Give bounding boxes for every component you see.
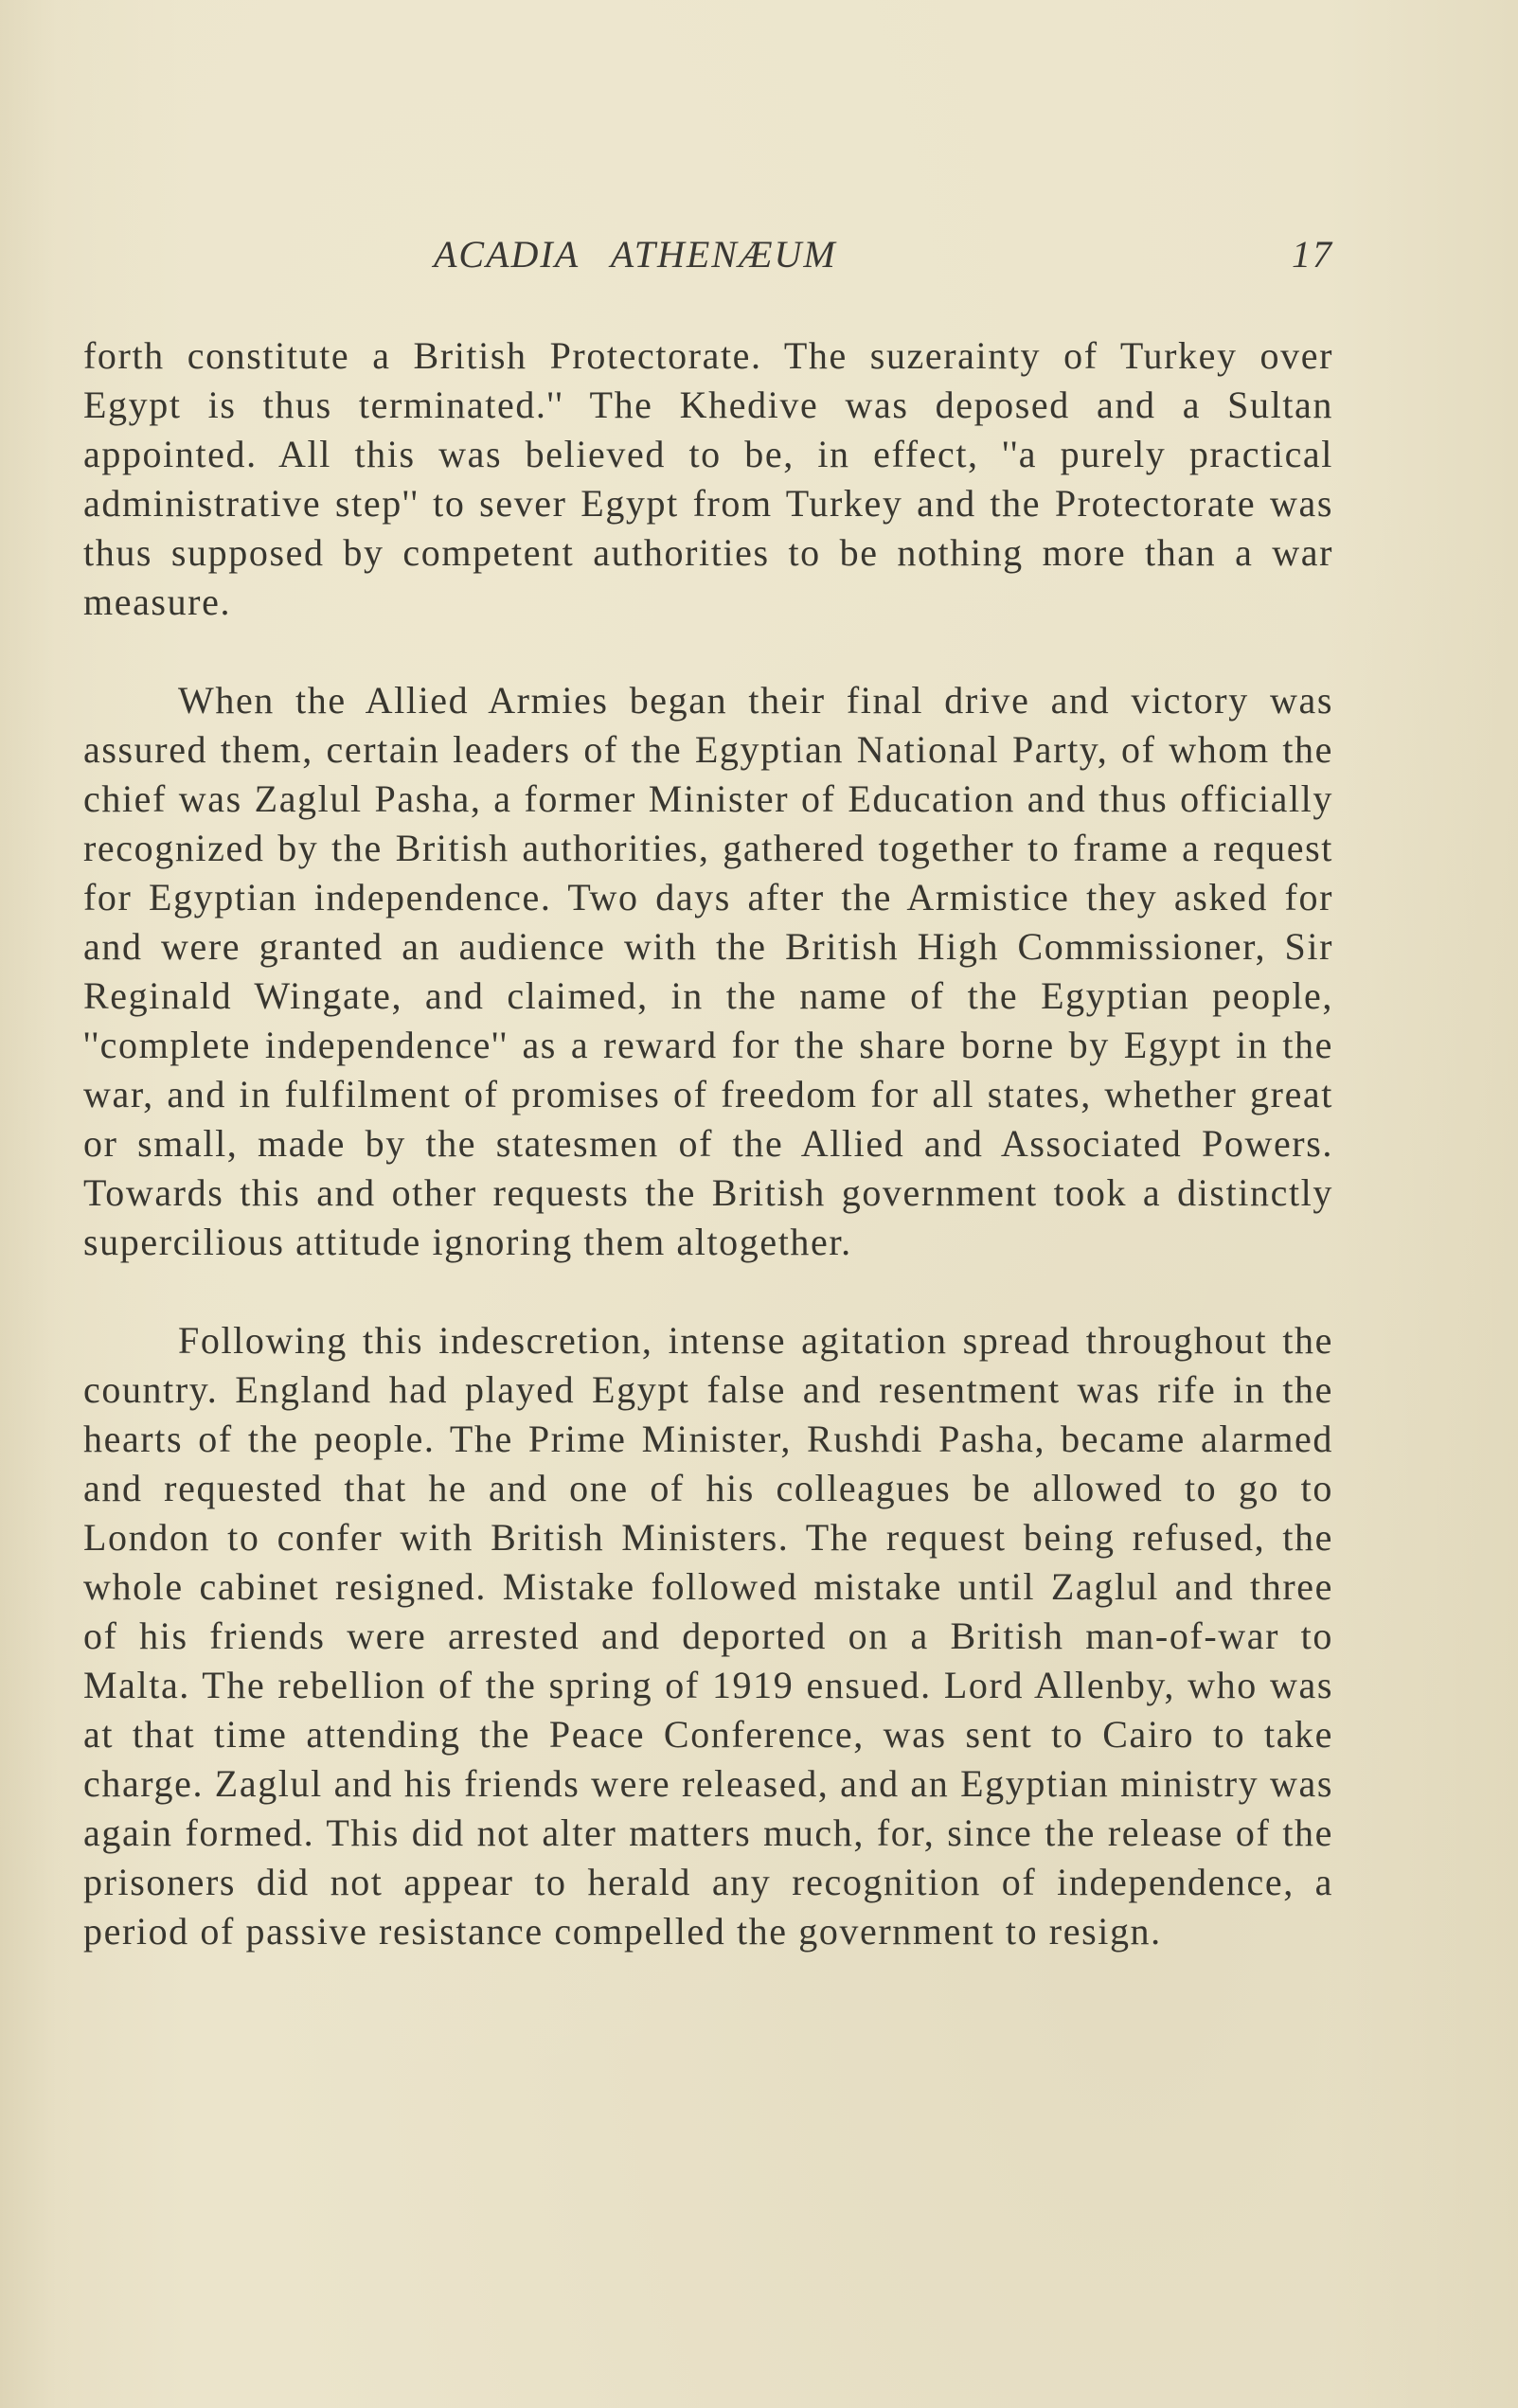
paragraph-continuation: forth constitute a British Protectorate. The suzerainty of Turkey over Egypt is thus terminated.'' The Khedive was deposed and a Sultan appointed. All this was believed to be, in effect, ''a purely practical administrative step'' to sever Egypt from Turkey and the Protectorate was thus supposed by competent authorities to be nothing more than a war measure.	[83, 334, 1333, 623]
running-title: ACADIA ATHENÆUM	[434, 233, 837, 276]
paragraph-agitation: Following this indescretion, intense agitation spread throughout the country. England had played Egypt false and resentment was rife in the hearts of the people. The Prime Minister, Rushdi Pasha, became alarmed and requested that he and one of his colleagues be allowed to go to London to confer with British Ministers. The request being refused, the whole cabinet resigned. Mistake followed mistake until Zaglul and three of his friends were arrested and deported on a British man-of-war to Malta. The rebellion of the spring of 1919 ensued. Lord Allenby, who was at that time attending the Peace Conference, was sent to Cairo to take charge. Zaglul and his friends were released, and an Egyptian ministry was again formed. This did not alter matters much, for, since the release of the prisoners did not appear to herald any recognition of independence, a period of passive resistance compelled the government to resign.	[83, 1319, 1333, 1953]
body-text	[83, 331, 1333, 2006]
page-number: 17	[1292, 233, 1333, 276]
page-header	[83, 232, 1333, 298]
paragraph-allied-armies: When the Allied Armies began their final drive and victory was assured them, certain leaders of the Egyptian National Party, of whom the chief was Zaglul Pasha, a former Minister of Education and thus officially recognized by the British authorities, gathered together to frame a request for Egyptian independence. Two days after the Armistice they asked for and were granted an audience with the British High Commissioner, Sir Reginald Wingate, and claimed, in the name of the Egyptian people, ''complete independence'' as a reward for the share borne by Egypt in the war, and in fulfilment of promises of freedom for all states, whether great or small, made by the statesmen of the Allied and Associated Powers. Towards this and other requests the British government took a distinctly supercilious attitude ignoring them altogether.	[83, 679, 1333, 1263]
